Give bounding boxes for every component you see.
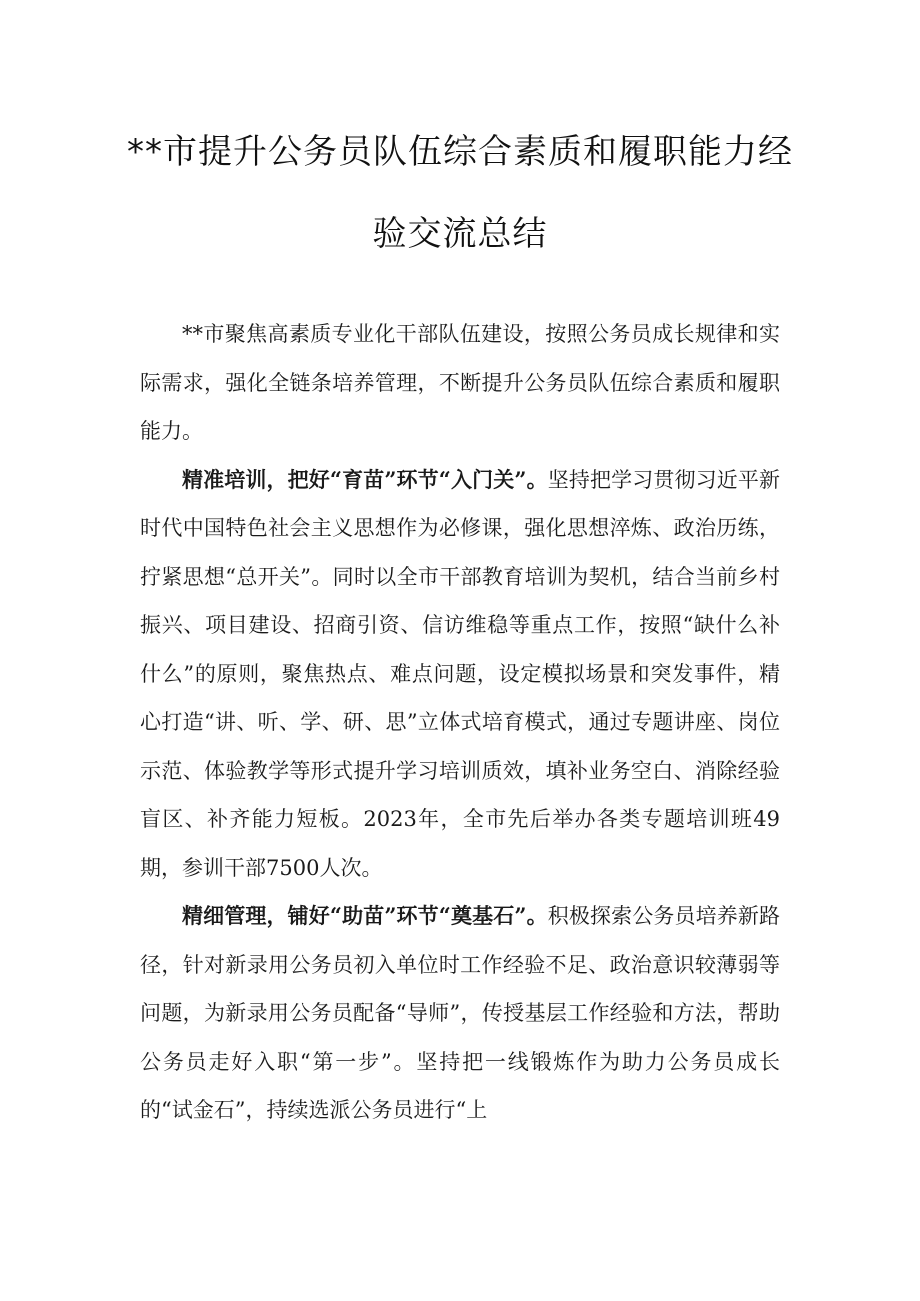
paragraph-text: 积极探索公务员培养新路径，针对新录用公务员初入单位时工作经验不足、政治意识较薄弱等问题，为新录用公务员配备“导师”，传授基层工作经验和方法，帮助公务员走好入职“第一步”。坚持把一线锻炼作为助力公务员成长的“试金石”，持续选派公务员进行“上	[140, 904, 780, 1122]
paragraph-lead: 精准培训，把好“育苗”环节“入门关”。	[182, 466, 548, 492]
paragraph-lead: 精细管理，铺好“助苗”环节“奠基石”。	[182, 903, 548, 928]
paragraph-precise-training	[140, 456, 780, 893]
paragraph-fine-management	[140, 892, 780, 1135]
paragraph-intro	[140, 310, 780, 456]
document-title-line-1: **市提升公务员队伍综合素质和履职能力经	[127, 132, 793, 172]
paragraph-text: **市聚焦高素质专业化干部队伍建设，按照公务员成长规律和实际需求，强化全链条培养管理，不断提升公务员队伍综合素质和履职能力。	[140, 322, 780, 443]
document-title-line-2: 验交流总结	[372, 214, 548, 254]
document-body	[140, 310, 780, 1135]
paragraph-text: 坚持把学习贯彻习近平新时代中国特色社会主义思想作为必修课，强化思想淬炼、政治历练，拧紧思想“总开关”。同时以全市干部教育培训为契机，结合当前乡村振兴、项目建设、招商引资、信访维稳等重点工作，按照“缺什么补什么”的原则，聚焦热点、难点问题，设定模拟场景和突发事件，精心打造“讲、听、学、研、思”立体式培育模式，通过专题讲座、岗位示范、体验教学等形式提升学习培训质效，填补业务空白、消除经验盲区、补齐能力短板。2023年，全市先后举办各类专题培训班49期，参训干部7500人次。	[140, 467, 780, 880]
